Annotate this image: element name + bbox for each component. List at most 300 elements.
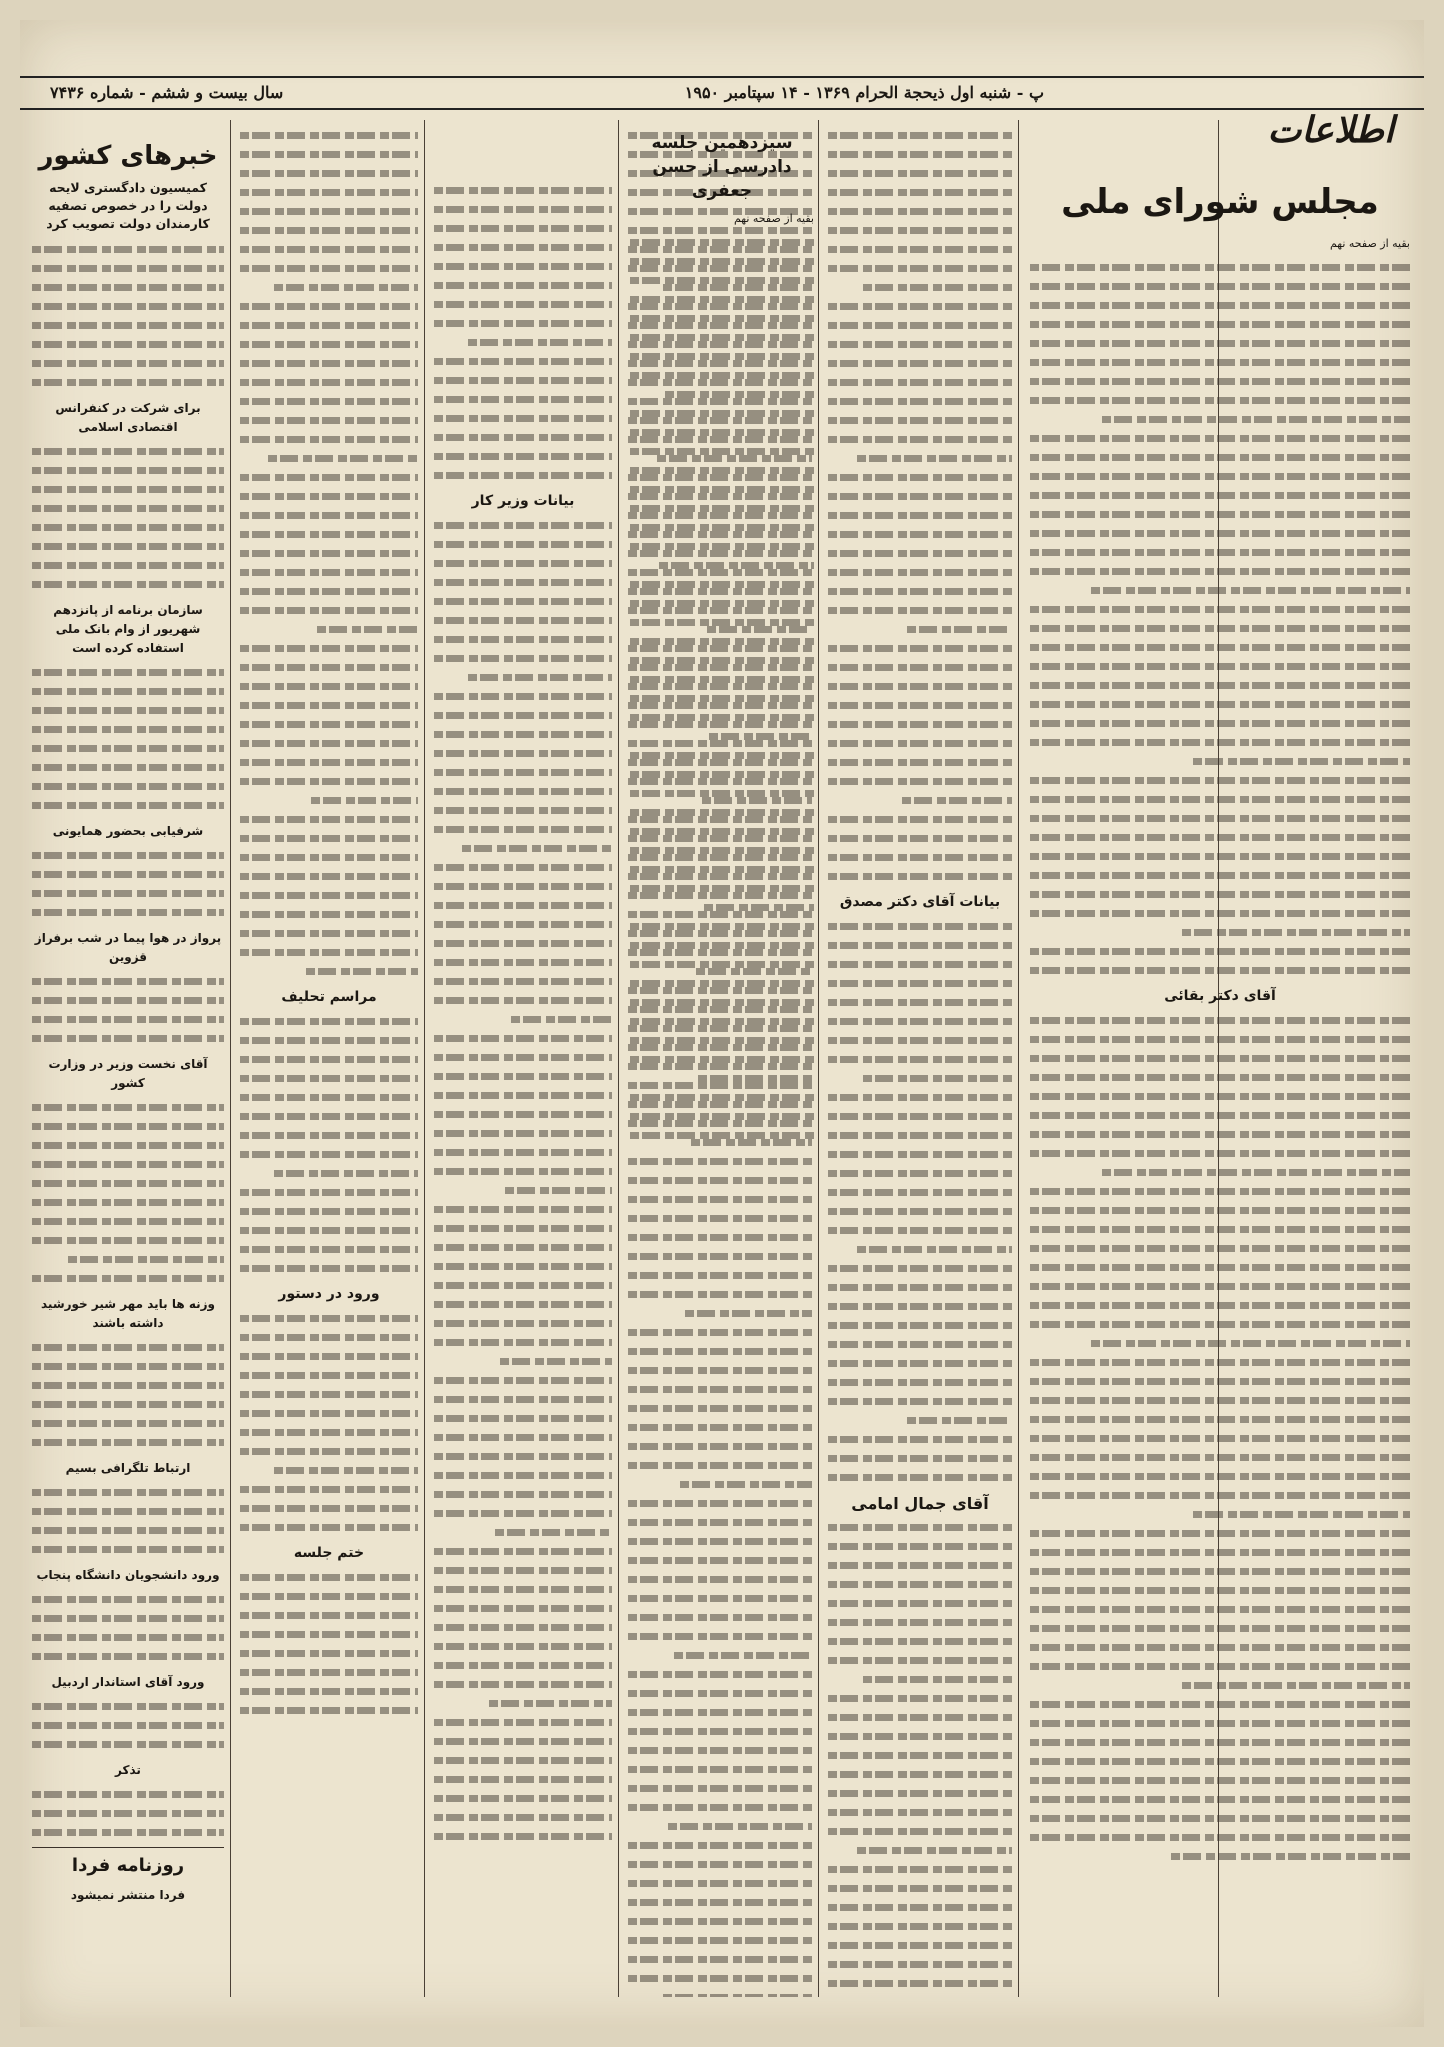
text-line [240,1011,418,1030]
text-line [32,1230,224,1249]
text-line [828,1429,1012,1448]
text-line [434,1807,612,1826]
text-line [828,1536,1012,1555]
text-line [434,465,612,484]
article-body [240,1308,418,1536]
text-line [434,971,612,990]
text-line [240,277,418,296]
text-line [1030,1466,1410,1485]
text-line [630,403,814,422]
text-line [434,591,612,610]
text-line [630,1068,814,1087]
text-line [240,1586,418,1605]
text-line [828,1011,1012,1030]
subhead-ardebil-governor: ورود آقای استاندار اردبیل [51,1675,205,1689]
text-line [1030,808,1410,827]
text-line [828,1878,1012,1897]
text-line [434,1617,612,1636]
text-line [828,1574,1012,1593]
text-line [1030,694,1410,713]
text-line [1030,1827,1410,1846]
article-body [32,441,224,593]
text-line [1030,1333,1410,1352]
text-line [240,543,418,562]
text-line [240,182,418,201]
text-line [630,517,814,536]
text-line [32,902,224,921]
text-line [32,1482,224,1501]
date-line: پ - شنبه اول ذیحجة الحرام ۱۳۶۹ - ۱۴ سپتامبر ۱۹۵۰ [684,83,1044,102]
text-line [828,315,1012,334]
text-line [434,1541,612,1560]
article-body [32,845,224,921]
text-line [828,1410,1012,1429]
text-line [1030,1010,1410,1029]
text-line [434,800,612,819]
text-line [240,1605,418,1624]
text-line [434,743,612,762]
text-line [1030,960,1410,979]
text-line [828,1859,1012,1878]
text-line [1030,466,1410,485]
text-line [32,1803,224,1822]
text-line [32,757,224,776]
text-line [240,1049,418,1068]
text-line [828,505,1012,524]
subhead-oath: مراسم تحلیف [281,989,377,1005]
subhead-night-flight: پرواز در هوا پیما در شب برفراز قزوین [34,931,222,964]
text-line [828,1296,1012,1315]
text-line [828,866,1012,885]
text-line [1030,1314,1410,1333]
text-line [240,1624,418,1643]
text-line [32,1375,224,1394]
text-line [828,1764,1012,1783]
trial-headline: سیزدهمین جلسه دادرسی از حسن جعفری [651,133,793,201]
text-line [32,1501,224,1520]
text-line [828,1555,1012,1574]
column-rule [1018,120,1019,1997]
text-line [434,1256,612,1275]
text-line [434,1446,612,1465]
text-line [32,990,224,1009]
text-line [630,1030,814,1049]
text-line [630,232,814,251]
text-line [828,1391,1012,1410]
text-line [240,220,418,239]
news-lead: کمیسیون دادگستری لایحه دولت را در خصوص تصفیه کارمندان دولت تصویب کرد [46,180,210,231]
text-line [32,1356,224,1375]
text-line [32,372,224,391]
text-line [32,883,224,902]
text-line [240,1441,418,1460]
text-line [828,1106,1012,1125]
text-line [1030,1713,1410,1732]
text-line [32,479,224,498]
text-line [1030,352,1410,371]
text-line [630,365,814,384]
article-body [32,971,224,1047]
text-line [240,1308,418,1327]
text-line [1030,770,1410,789]
text-line [630,555,814,574]
article-body [630,232,814,1144]
text-line [828,543,1012,562]
text-line [240,581,418,600]
text-line [1030,1200,1410,1219]
text-line [32,296,224,315]
text-line [1030,1599,1410,1618]
text-line [434,1275,612,1294]
text-line [630,479,814,498]
text-line [240,372,418,391]
text-line [828,277,1012,296]
text-line [1030,1751,1410,1770]
text-line [434,389,612,408]
text-line [1030,1846,1410,1865]
text-line [1030,1618,1410,1637]
text-line [1030,865,1410,884]
text-line [828,1068,1012,1087]
text-line [1030,1656,1410,1675]
column-rule [424,120,425,1997]
text-line [434,180,612,199]
text-line [828,1125,1012,1144]
text-line [434,1484,612,1503]
text-line [32,1784,224,1803]
text-line [434,1199,612,1218]
text-line [240,1498,418,1517]
text-line [434,857,612,876]
text-line [434,1427,612,1446]
text-line [32,1822,224,1841]
text-line [434,1066,612,1085]
text-line [630,1125,814,1144]
text-line [434,1294,612,1313]
text-line [434,332,612,351]
no-publication-note: فردا منتشر نمیشود [70,1888,186,1902]
text-line [828,524,1012,543]
text-line [828,733,1012,752]
text-line [240,771,418,790]
text-line [240,1327,418,1346]
text-line [630,935,814,954]
text-line [240,1106,418,1125]
article-body [828,125,1012,885]
majlis-headline: مجلس شورای ملی [1061,182,1379,222]
text-line [1030,1504,1410,1523]
text-line [434,1028,612,1047]
text-line [32,498,224,517]
text-line [434,572,612,591]
text-line [240,258,418,277]
text-line [434,705,612,724]
text-line [32,334,224,353]
text-line [434,990,612,1009]
text-line [1030,618,1410,637]
text-line [1030,485,1410,504]
text-line [32,1394,224,1413]
text-line [828,1049,1012,1068]
text-line [630,441,814,460]
text-line [828,125,1012,144]
text-line [1030,1675,1410,1694]
article-body [1030,257,1410,979]
text-line [1030,1124,1410,1143]
text-line [32,1337,224,1356]
issue-line: سال بیست و ششم - شماره ۷۴۳۶ [50,83,284,102]
text-line [32,536,224,555]
text-line [434,1009,612,1028]
article-body [434,180,612,484]
text-line [1030,1276,1410,1295]
text-line [240,752,418,771]
text-line [32,1192,224,1211]
text-line [434,553,612,572]
text-line [32,971,224,990]
text-line [240,1517,418,1536]
text-line [828,1593,1012,1612]
text-line [32,315,224,334]
text-line [240,1403,418,1422]
text-line [434,819,612,838]
text-line [434,762,612,781]
text-line [1030,1580,1410,1599]
text-line [630,536,814,555]
text-line [434,1123,612,1142]
text-line [828,258,1012,277]
text-line [434,933,612,952]
subhead-planning-org: سازمان برنامه از پانزدهم شهریور از وام بانک ملی استفاده کرده است [53,603,203,655]
text-line [1030,1485,1410,1504]
text-line [828,1315,1012,1334]
subhead-islamic-conference: برای شرکت در کنفرانس اقتصادی اسلامی [55,401,201,434]
text-line [240,847,418,866]
text-line [828,714,1012,733]
text-line [32,1028,224,1047]
text-line [240,296,418,315]
text-line [1030,428,1410,447]
text-line [828,1688,1012,1707]
text-line [240,809,418,828]
text-line [434,1351,612,1370]
text-line [828,372,1012,391]
text-line [32,700,224,719]
text-line [434,1788,612,1807]
text-line [240,1460,418,1479]
text-line [1030,1732,1410,1751]
text-line [434,724,612,743]
text-line [1030,257,1410,276]
subhead-agenda: ورود در دستور [278,1286,380,1302]
text-line [1030,504,1410,523]
text-line [828,600,1012,619]
text-line [32,1135,224,1154]
text-line [434,1332,612,1351]
text-line [434,1636,612,1655]
text-line [630,1049,814,1068]
text-line [32,719,224,738]
text-line [1030,1105,1410,1124]
text-line [240,733,418,752]
text-line [240,790,418,809]
text-line [240,1567,418,1586]
text-line [1030,1143,1410,1162]
text-line [828,619,1012,638]
text-line [32,1696,224,1715]
text-line [434,1731,612,1750]
text-line [240,334,418,353]
text-line [32,574,224,593]
text-line [630,840,814,859]
text-line [828,828,1012,847]
text-line [434,275,612,294]
text-line [828,201,1012,220]
text-line [1030,1542,1410,1561]
article-body [32,662,224,814]
article-body [32,239,224,391]
article-body [434,515,612,1845]
majlis-column-2 [828,125,1012,1997]
text-line [630,745,814,764]
text-line [240,1087,418,1106]
text-line [434,1047,612,1066]
text-line [240,942,418,961]
text-line [828,1973,1012,1992]
text-line [240,125,418,144]
text-line [630,631,814,650]
text-line [434,256,612,275]
text-line [630,916,814,935]
text-line [1030,751,1410,770]
text-line [240,1700,418,1719]
text-line [828,581,1012,600]
text-line [828,562,1012,581]
text-line [828,1726,1012,1745]
text-line [434,1218,612,1237]
text-line [828,1030,1012,1049]
article-body [828,1517,1012,1992]
text-line [630,897,814,916]
text-line [240,1384,418,1403]
text-line [1030,1694,1410,1713]
text-line [434,1674,612,1693]
text-line [828,1517,1012,1536]
text-line [1030,371,1410,390]
text-line [434,1085,612,1104]
text-line [828,182,1012,201]
text-line [828,935,1012,954]
text-line [434,1560,612,1579]
text-line [32,277,224,296]
text-line [828,992,1012,1011]
text-line [240,1422,418,1441]
trial-column-2 [434,180,612,1997]
text-line [828,1802,1012,1821]
text-line [240,1662,418,1681]
subhead-end-session: ختم جلسه [293,1545,365,1561]
article-body [32,1696,224,1753]
text-line [434,838,612,857]
text-line [828,695,1012,714]
text-line [1030,1371,1410,1390]
text-line [32,460,224,479]
text-line [828,410,1012,429]
text-line [1030,827,1410,846]
text-line [434,237,612,256]
text-line [1030,1637,1410,1656]
text-line [240,353,418,372]
text-line [240,657,418,676]
text-line [434,313,612,332]
text-line [434,648,612,667]
text-line [240,1479,418,1498]
subhead-mosaddegh: بیانات آقای دکتر مصدق [839,894,1001,910]
text-line [828,467,1012,486]
text-line [828,1916,1012,1935]
text-line [828,1372,1012,1391]
text-line [1030,561,1410,580]
article-body [240,1567,418,1719]
text-line [32,738,224,757]
text-line [630,1106,814,1125]
text-line [434,1503,612,1522]
text-line [630,308,814,327]
text-line [630,346,814,365]
text-line [32,776,224,795]
text-line [828,1334,1012,1353]
text-line [630,384,814,403]
text-line [434,667,612,686]
text-line [1030,1067,1410,1086]
text-line [240,714,418,733]
tomorrow-newspaper: روزنامه فردا [71,1855,185,1876]
text-line [828,1783,1012,1802]
text-line [240,410,418,429]
text-line [828,790,1012,809]
text-line [434,610,612,629]
text-line [434,427,612,446]
text-line [32,258,224,277]
text-line [32,681,224,700]
text-line [32,555,224,574]
text-line [32,1116,224,1135]
text-line [630,327,814,346]
text-line [434,952,612,971]
text-line [630,726,814,745]
article-body [32,1784,224,1841]
text-line [434,1370,612,1389]
text-line [434,1104,612,1123]
text-line [828,1144,1012,1163]
text-line [630,688,814,707]
article-body [32,1337,224,1451]
text-line [630,802,814,821]
text-line [828,334,1012,353]
text-line [630,612,814,631]
text-line [240,315,418,334]
text-line [32,1154,224,1173]
subhead-baghaei: آقای دکتر بقائی [1164,988,1276,1004]
text-line [828,429,1012,448]
text-line [240,505,418,524]
text-line [434,781,612,800]
text-line [828,1448,1012,1467]
text-line [32,239,224,258]
text-line [240,163,418,182]
text-line [240,638,418,657]
column-rule [230,120,231,1997]
